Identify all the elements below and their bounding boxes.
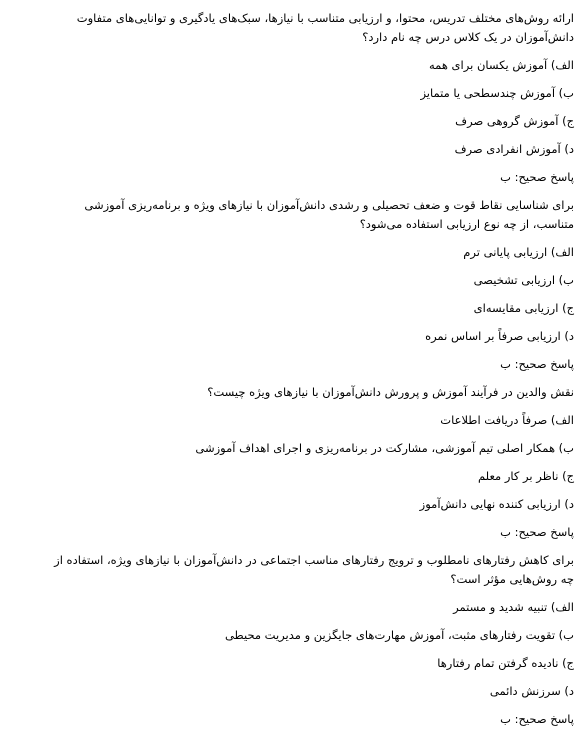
question-text: برای شناسایی نقاط قوت و ضعف تحصیلی و رشدی دانش‌آموزان با نیازهای ویژه و برنامه‌ریزی آموزشی متناسب، از چه نوع ارزیابی استفاده می‌شود؟ bbox=[84, 198, 574, 231]
option-c: ج) آموزش گروهی صرف bbox=[455, 114, 574, 128]
question-text: نقش والدین در فرآیند آموزش و پرورش دانش‌آموزان با نیازهای ویژه چیست؟ bbox=[207, 385, 574, 399]
option-c: ج) نادیده گرفتن تمام رفتارها bbox=[437, 656, 574, 670]
option-d: د) ارزیابی کننده نهایی دانش‌آموز bbox=[419, 497, 574, 511]
correct-answer: پاسخ صحیح: ب bbox=[500, 712, 574, 726]
option-c: ج) ارزیابی مقایسه‌ای bbox=[473, 301, 574, 315]
correct-answer: پاسخ صحیح: ب bbox=[500, 170, 574, 184]
question-block-2 bbox=[40, 196, 574, 374]
option-a: الف) ارزیابی پایانی ترم bbox=[463, 245, 574, 259]
option-a: الف) صرفاً دریافت اطلاعات bbox=[440, 413, 574, 427]
option-d: د) ارزیابی صرفاً بر اساس نمره bbox=[425, 329, 574, 343]
question-text: برای کاهش رفتارهای نامطلوب و ترویج رفتارهای مناسب اجتماعی در دانش‌آموزان با نیازهای ویژه، استفاده از چه روش‌هایی مؤثر است؟ bbox=[54, 553, 574, 586]
option-b: ب) تقویت رفتارهای مثبت، آموزش مهارت‌های جایگزین و مدیریت محیطی bbox=[224, 628, 574, 642]
question-block-4 bbox=[40, 551, 574, 729]
option-b: ب) آموزش چندسطحی یا متمایز bbox=[420, 86, 574, 100]
option-a: الف) تنبیه شدید و مستمر bbox=[453, 600, 574, 614]
option-d: د) آموزش انفرادی صرف bbox=[454, 142, 574, 156]
option-a: الف) آموزش یکسان برای همه bbox=[429, 58, 574, 72]
correct-answer: پاسخ صحیح: ب bbox=[500, 525, 574, 539]
option-d: د) سرزنش دائمی bbox=[489, 684, 574, 698]
option-b: ب) همکار اصلی تیم آموزشی، مشارکت در برنامه‌ریزی و اجرای اهداف آموزشی bbox=[195, 441, 574, 455]
option-c: ج) ناظر بر کار معلم bbox=[478, 469, 574, 483]
option-b: ب) ارزیابی تشخیصی bbox=[473, 273, 574, 287]
correct-answer: پاسخ صحیح: ب bbox=[500, 357, 574, 371]
question-text: ارائه روش‌های مختلف تدریس، محتوا، و ارزیابی متناسب با نیازها، سبک‌های یادگیری و توانایی‌های متفاوت دانش‌آموزان در یک کلاس درس چه نام دارد؟ bbox=[76, 11, 574, 44]
question-block-3 bbox=[40, 383, 574, 542]
question-block-1 bbox=[40, 9, 574, 187]
